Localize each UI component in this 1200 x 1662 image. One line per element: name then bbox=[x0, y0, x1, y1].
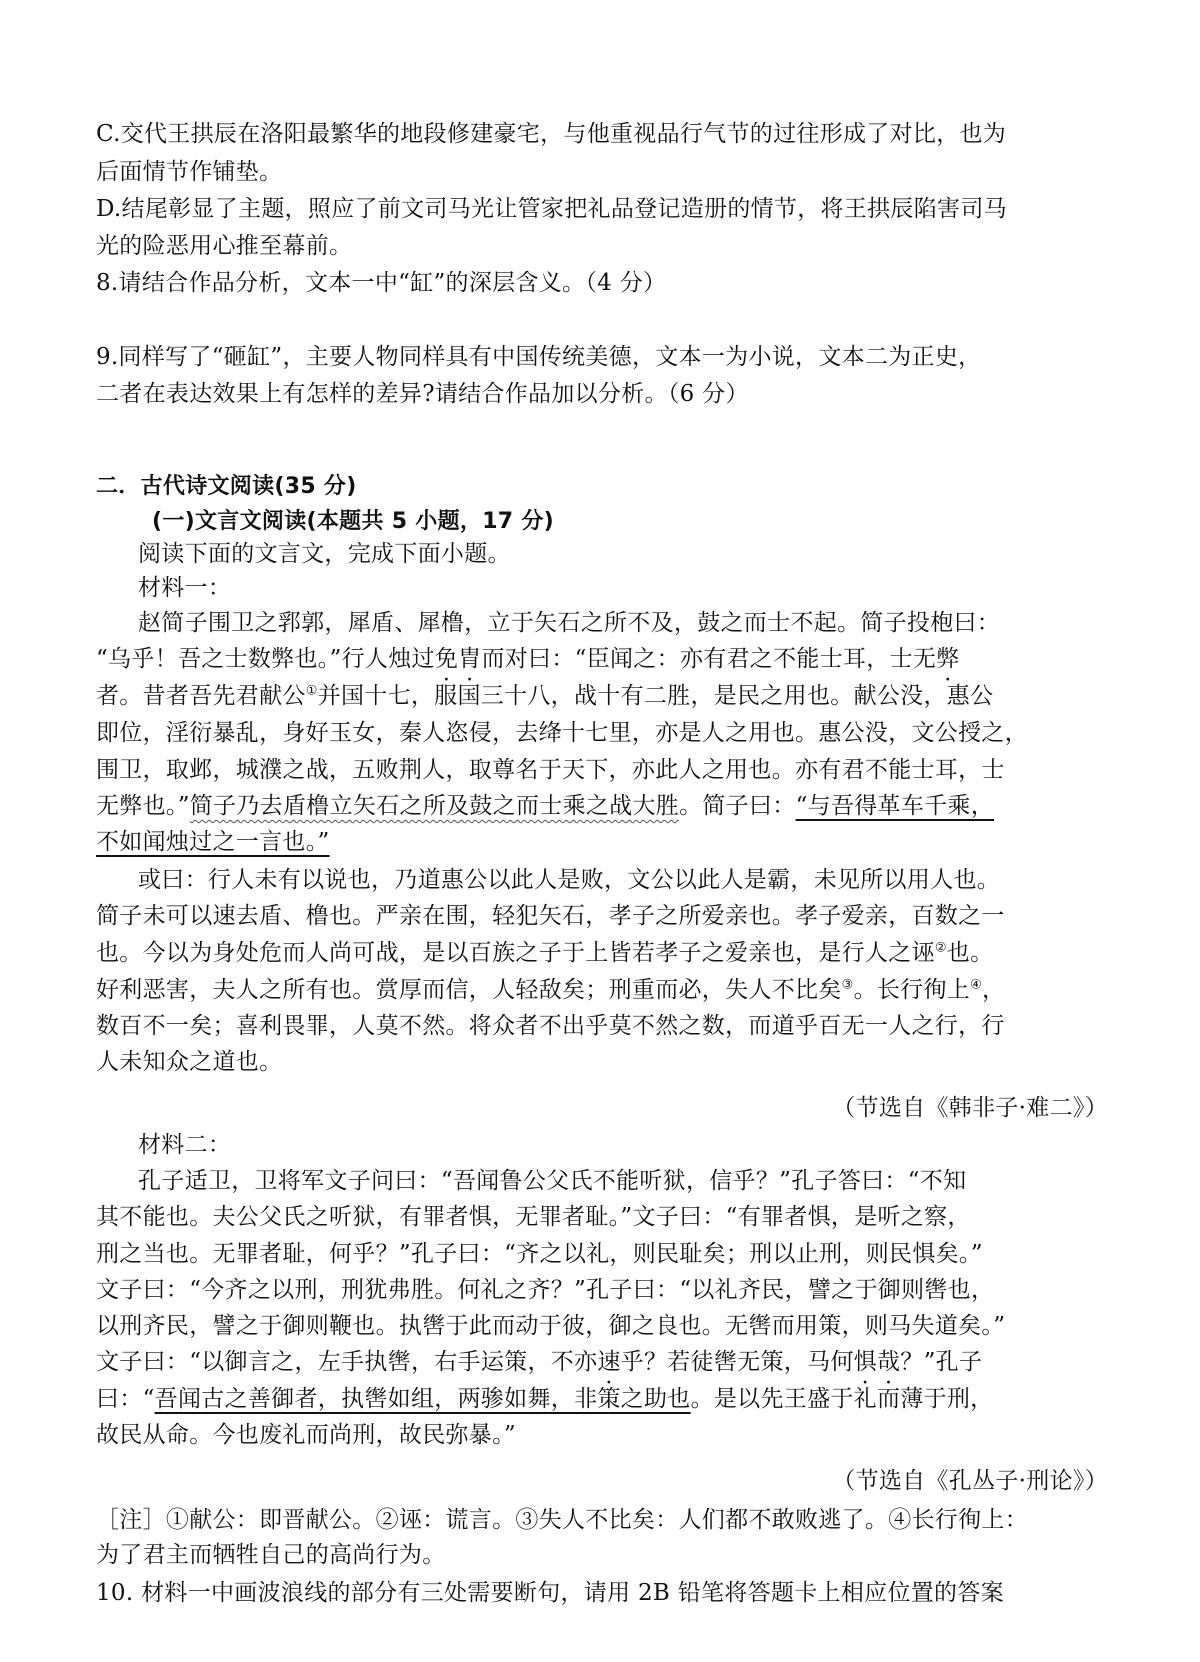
note-marker: ③ bbox=[841, 977, 854, 993]
wavy-underlined-passage: 简子乃去盾橹立矢石之所及鼓之而士乘之战大胜 bbox=[189, 793, 680, 819]
emphasis-dot-char: 哉 bbox=[876, 1349, 901, 1375]
question-8: 8.请结合作品分析，文本一中“缸”的深层含义。（4 分） bbox=[96, 270, 667, 296]
material-1-line: 数百不一矣；喜利畏罪，人莫不然。将众者不出乎莫不然之数，而道乎百无一人之行，行 bbox=[96, 1013, 1005, 1039]
material-1-line: 也。今以为身处危而人尚可战，是以百族之子于上皆若孝子之爱亲也，是行人之诬②也。 bbox=[96, 940, 994, 966]
material-1-source: （节选自《韩非子·难二》） bbox=[832, 1095, 1108, 1121]
underlined-sentence: 吾闻古之善御者，执辔如组，两骖如舞，非策之助也 bbox=[154, 1386, 691, 1412]
material-1-line: 好利恶害，夫人之所有也。赏厚而信，人轻敌矣；刑重而必，失人不比矣③。长行徇上④， bbox=[96, 977, 1006, 1003]
notes-line-2: 为了君主而牺牲自己的高尚行为。 bbox=[96, 1542, 446, 1568]
material-1-line: “乌乎！吾之士数弊也。”行人烛过免胄而对曰：“臣闻之：亦有君之不能士耳，士无弊 bbox=[96, 646, 960, 672]
material-1-line: 或曰：行人未有以说也，乃道惠公以此人是败，文公以此人是霸，未见所以用人也。 bbox=[138, 867, 1001, 893]
material-1-title: 材料一： bbox=[138, 575, 232, 601]
notes-line-1: ［注］①献公：即晋献公。②诬：谎言。③失人不比矣：人们都不敢败逃了。④长行徇上： bbox=[96, 1507, 1028, 1533]
material-1-line: 即位，淫衍暴乱，身好玉女，秦人恣侵，去绛十七里，亦是人之用也。惠公没，文公授之， bbox=[96, 720, 1028, 746]
note-marker: ② bbox=[934, 940, 947, 956]
note-marker: ① bbox=[305, 683, 318, 699]
material-2-title: 材料二： bbox=[138, 1132, 232, 1158]
underlined-sentence: 不如闻烛过之一言也。” bbox=[96, 829, 330, 855]
material-1-line: 者。昔者吾先君献公①并国十七，服国三十八，战十有二胜，是民之用也。献公没，惠公 bbox=[96, 683, 994, 709]
material-1-line: 简子未可以速去盾、橹也。严亲在围，轻犯矢石，孝子之所爱亲也。孝子爱亲，百数之一 bbox=[96, 903, 1005, 929]
material-2-line: 曰：“吾闻古之善御者，执辔如组，两骖如舞，非策之助也。是以先王盛于礼而薄于刑， bbox=[96, 1386, 994, 1412]
option-d-line-1: D.结尾彰显了主题，照应了前文司马光让管家把礼品登记造册的情节，将王拱辰陷害司马 bbox=[96, 196, 1007, 222]
material-1-line: 无弊也。”简子乃去盾橹立矢石之所及鼓之而士乘之战大胜。简子曰：“与吾得革车千乘， bbox=[96, 793, 995, 819]
question-9-line-1: 9.同样写了“砸缸”，主要人物同样具有中国传统美德，文本一为小说，文本二为正史， bbox=[96, 344, 982, 370]
emphasis-dot-char: 胄 bbox=[458, 646, 482, 672]
note-marker: ④ bbox=[970, 977, 983, 993]
material-1-line: 人未知众之道也。 bbox=[96, 1049, 283, 1075]
emphasis-dot-char: 弊 bbox=[936, 646, 960, 672]
material-1-line: 赵简子围卫之郛郭，犀盾、犀橹，立于矢石之所不及，鼓之而士不起。简子投枹曰： bbox=[138, 610, 1001, 636]
material-2-line: 以刑齐民，譬之于御则鞭也。执辔于此而动于彼，御之良也。无辔而用策，则马失道矣。” bbox=[96, 1313, 1006, 1339]
option-d-line-2: 光的险恶用心推至幕前。 bbox=[96, 233, 353, 259]
section-subheading: (一)文言文阅读(本题共 5 小题，17 分) bbox=[152, 509, 555, 534]
material-2-line: 刑之当也。无罪者耻，何乎？”孔子曰：“齐之以礼，则民耻矣；刑以止刑，则民惧矣。” bbox=[96, 1241, 983, 1267]
section-heading: 二．古代诗文阅读(35 分) bbox=[96, 474, 357, 499]
material-2-line: 孔子适卫，卫将军文子问曰：“吾闻鲁公父氏不能听狱，信乎？”孔子答曰：“不知 bbox=[138, 1168, 967, 1194]
question-9-line-2: 二者在表达效果上有怎样的差异?请结合作品加以分析。（6 分） bbox=[96, 381, 749, 407]
option-c-line-2: 后面情节作铺垫。 bbox=[96, 159, 283, 185]
material-2-line: 其不能也。夫公父氏之听狱，有罪者惧，无罪者耻。”文子曰：“有罪者惧，是听之察， bbox=[96, 1204, 971, 1230]
emphasis-dot-char: 速 bbox=[597, 1349, 621, 1375]
emphasis-dot-char: 免 bbox=[434, 646, 459, 672]
material-1-line: 围卫，取邺，城濮之战，五败荆人，取尊名于天下，亦此人之用也。亦有君不能士耳，士 bbox=[96, 757, 1005, 783]
material-2-line: 文子曰：“以御言之，左手执辔，右手运策，不亦速乎？若徒辔无策，马何惧哉？”孔子 bbox=[96, 1349, 983, 1375]
option-c-line-1: C.交代王拱辰在洛阳最繁华的地段修建豪宅，与他重视品行气节的过往形成了对比，也为 bbox=[96, 121, 1007, 147]
underlined-sentence: “与吾得革车千乘， bbox=[795, 793, 995, 819]
emphasis-dot-char: 惧 bbox=[853, 1349, 877, 1375]
material-2-line: 故民从命。今也废礼而尚刑，故民弥暴。” bbox=[96, 1422, 516, 1448]
material-1-line bbox=[96, 825, 1106, 859]
material-2-line: 文子曰：“今齐之以刑，刑犹弗胜。何礼之齐？”孔子曰：“以礼齐民，譬之于御则辔也， bbox=[96, 1277, 995, 1303]
question-10: 10. 材料一中画波浪线的部分有三处需要断句，请用 2B 铅笔将答题卡上相应位置的答案 bbox=[96, 1580, 1004, 1606]
material-2-source: （节选自《孔丛子·刑论》） bbox=[832, 1468, 1108, 1494]
reading-instruction: 阅读下面的文言文，完成下面小题。 bbox=[138, 541, 511, 567]
